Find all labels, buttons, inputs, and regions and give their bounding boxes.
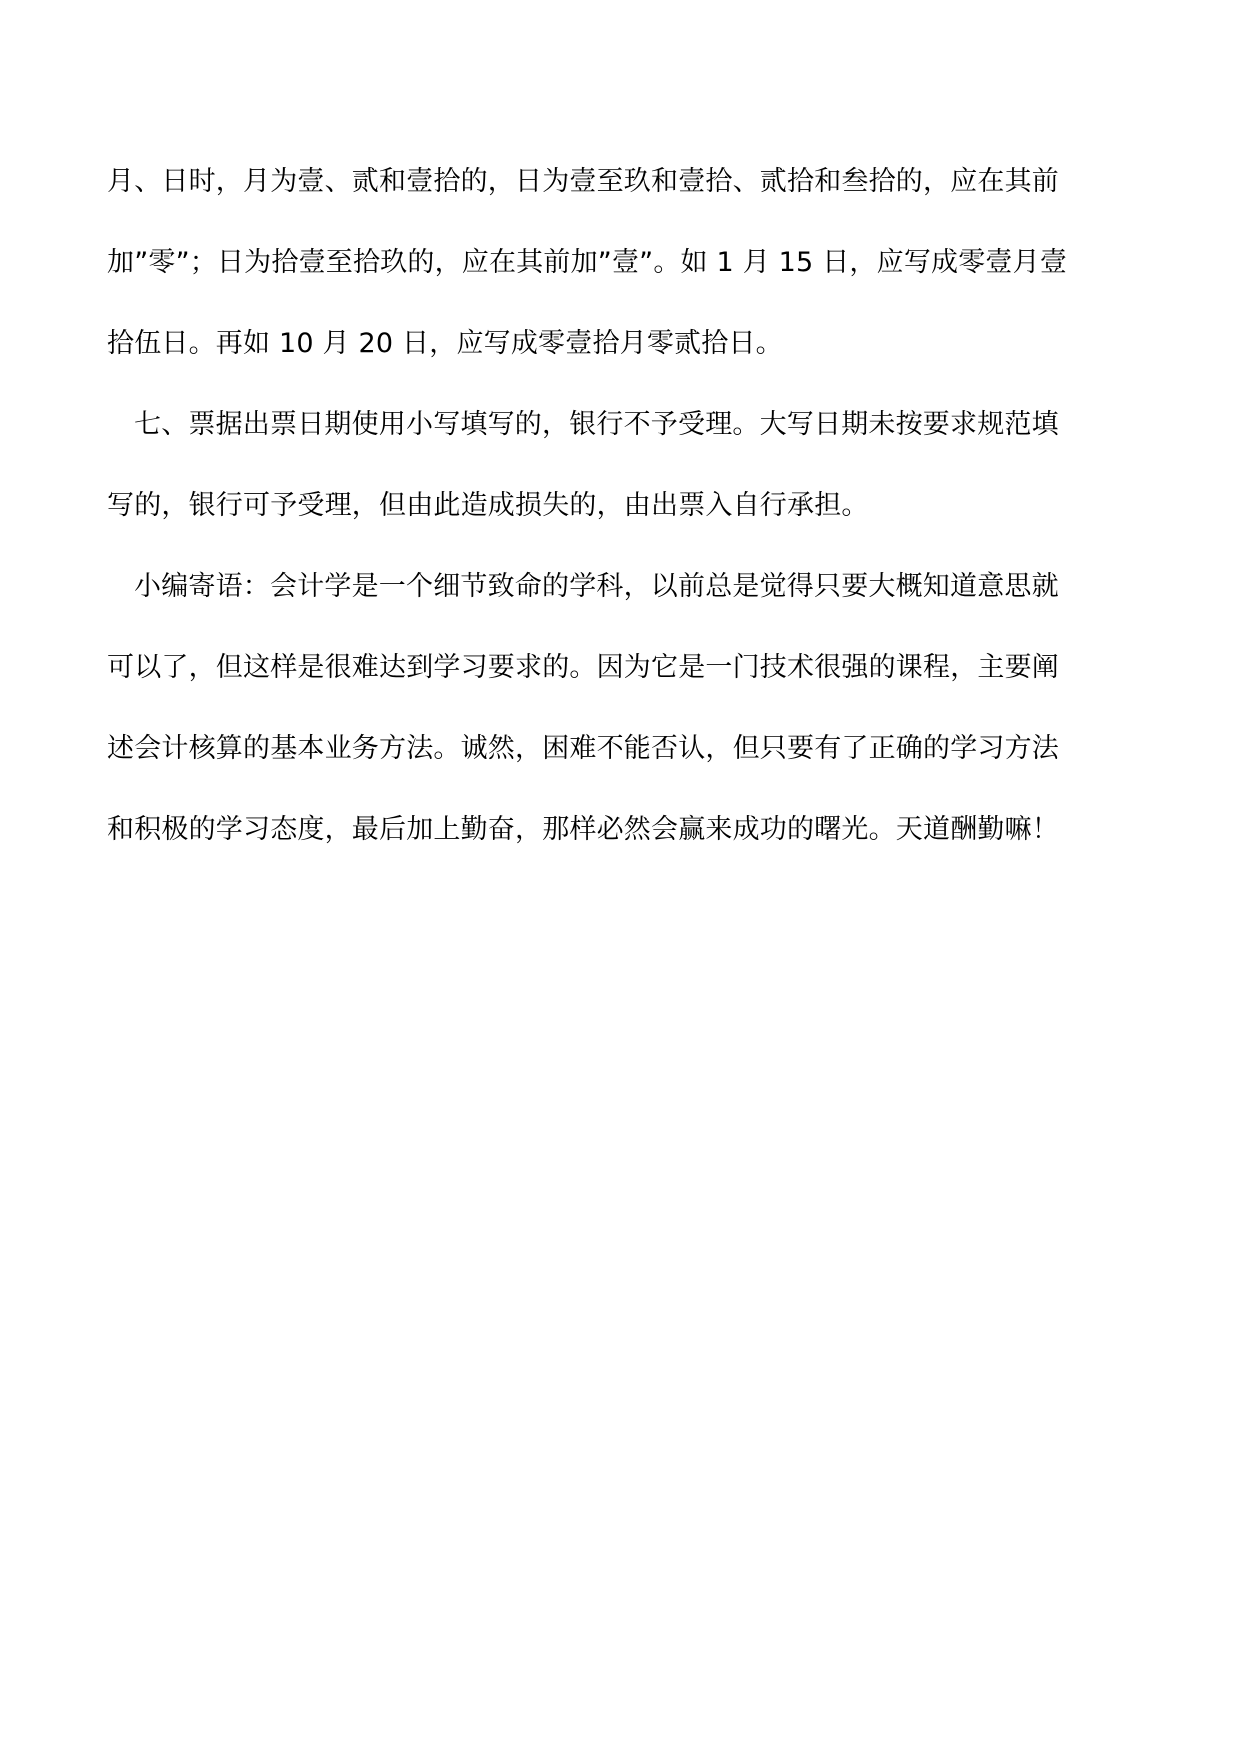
text-line: 写的，银行可予受理，但由此造成损失的，由出票入自行承担。 [107,490,869,521]
paragraph-item-seven [107,405,1137,567]
text-line: 七、票据出票日期使用小写填写的，银行不予受理。大写日期未按要求规范填 [134,409,1059,440]
text-line: 加”零”；日为拾壹至拾玖的，应在其前加”壹”。如 1 月 15 日，应写成零壹月壹 [107,247,1068,278]
paragraph-date-rules [107,162,1137,405]
text-line: 述会计核算的基本业务方法。诚然，困难不能否认，但只要有了正确的学习方法 [107,733,1059,764]
text-line: 可以了，但这样是很难达到学习要求的。因为它是一门技术很强的课程，主要阐 [107,652,1059,683]
text-line: 和积极的学习态度，最后加上勤奋，那样必然会赢来成功的曙光。天道酬勤嘛！ [107,814,1059,845]
text-line: 拾伍日。再如 10 月 20 日，应写成零壹拾月零贰拾日。 [107,328,783,359]
text-line: 月、日时，月为壹、贰和壹拾的，日为壹至玖和壹拾、贰拾和叁拾的，应在其前 [107,166,1059,197]
document-body [107,162,1137,850]
text-line: 小编寄语：会计学是一个细节致命的学科，以前总是觉得只要大概知道意思就 [134,571,1059,602]
paragraph-editor-note [107,567,1137,850]
